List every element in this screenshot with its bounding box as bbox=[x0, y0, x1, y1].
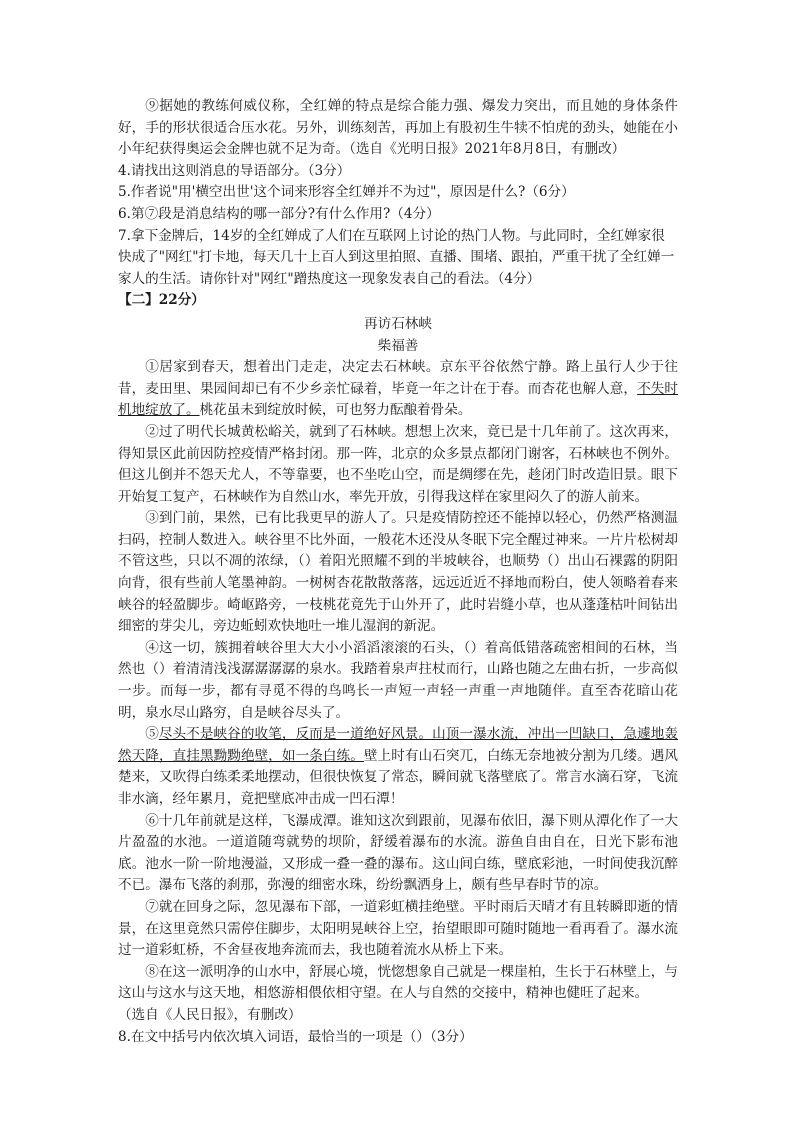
article-title: 再访石林峡 bbox=[364, 315, 432, 332]
question-6: 6.第⑦段是消息结构的哪一部分?有什么作用?（4分） bbox=[118, 205, 440, 222]
p5-number: ⑤ bbox=[145, 726, 159, 743]
p1-underlined: 不失时机地绽放了。 bbox=[118, 380, 679, 419]
section-heading: 【二】22分） bbox=[118, 292, 205, 309]
article-paragraph-1 bbox=[118, 357, 678, 422]
article-paragraph-8: ⑧在这一派明净的山水中，舒展心境，恍惚想象自己就是一棵崖柏，生长于石林壁上，与这山与这水与这天地，相悠游相偎依相守望。在人与自然的交接中，精神也健旺了起来。 bbox=[118, 963, 678, 1002]
article-paragraph-2: ②过了明代长城黄松峪关，就到了石林峡。想想上次来，竟已是十几年前了。这次再来，得知景区此前因防控疫情严格封闭。那一阵，北京的众多景点都闭门谢客，石林峡也不例外。但这儿倒并不怨天尤人，不等靠要，也不坐吃山空，而是绸缪在先，趁闭门时改造旧景。眼下开始复工复产，石林峡作为自然山水，率先开放，引得我这样在家里闷久了的游人前来。 bbox=[118, 423, 678, 505]
paragraph-9: ⑨据她的教练何威仪称，全红婵的特点是综合能力强、爆发力突出，而且她的身体条件好，手的形状很适合压水花。另外，训练刻苦，再加上有股初生牛犊不怕虎的劲头，她能在小小年纪获得奥运会金牌也就不足为奇。（选自《光明日报》2021年8月8日，有删改） bbox=[118, 98, 678, 158]
article-paragraph-6: ⑥十几年前就是这样，飞瀑成潭。谁知这次到跟前，见瀑布依旧，瀑下则从潭化作了一大片盈盈的水池。一道道随弯就势的坝阶，舒缓着瀑布的水流。游鱼自由自在，日光下影布池底。池水一阶一阶地漫溢，又形成一叠一叠的瀑布。这山间白练，壁底彩池，一时间使我沉醉不已。瀑布飞落的刹那，弥漫的细密水珠，纷纷飘洒身上，颇有些早春时节的凉。 bbox=[118, 812, 678, 894]
document-page bbox=[118, 96, 678, 1048]
p5-underlined: 尽头不是峡谷的收笔，反而是一道绝好风景。山顶一瀑水流，冲出一凹缺口，急遽地轰然天降，直挂黑黝黝绝壁，如一条白练。 bbox=[118, 726, 679, 764]
article-paragraph-7: ⑦就在回身之际，忽见瀑布下部，一道彩虹横挂绝壁。平时雨后天晴才有且转瞬即逝的情景，在这里竟然只需停住脚步，太阳明晃峡谷上空，抬望眼即可随时随地一看再看了。瀑水流过一道彩虹桥，不舍昼夜地奔流而去，我也随着流水从桥上下来。 bbox=[118, 898, 678, 959]
question-7: 7.拿下金牌后，14岁的全红婵成了人们在互联网上讨论的热门人物。与此同时，全红婵家很快成了"网红"打卡地，每天几十上百人到这里拍照、直播、围堵、跟拍，严重干扰了全红婵一家人的生活。请你针对"网红"蹭热度这一现象发表自己的看法。（4分） bbox=[118, 227, 675, 287]
article-source: （选自《人民日报》，有删改） bbox=[118, 1006, 302, 1023]
question-4: 4.请找出这则消息的导语部分。（3分） bbox=[118, 162, 351, 179]
article-paragraph-3: ③到门前，果然，已有比我更早的游人了。只是疫情防控还不能掉以轻心，仍然严格测温扫码，控制人数进入。峡谷里不比外面，一般花木还没从冬眠下完全醒过神来。一片片松树却不管这些，只以不凋的浓绿，（）着阳光照耀不到的半坡峡谷，也顺势（）出山石裸露的阴阳向背，很有些前人笔墨神韵。一树树杏花散散落落，远远近近不择地而粉白，使人领略着春来峡谷的轻盈脚步。崎岖路旁，一枝桃花竟先于山外开了，此时岩缝小草，也从蓬蓬枯叶间钻出细密的芽尖儿，旁边蚯蚓欢快地吐一堆儿湿润的新泥。 bbox=[118, 510, 678, 635]
question-8: 8.在文中括号内依次填入词语，最恰当的一项是（）（3分） bbox=[118, 1028, 473, 1045]
article-author: 柴福善 bbox=[377, 337, 419, 354]
p5-text-b: 壁上时有山石突兀，白练无奈地被分割为几缕。遇风楚来，又吹得白练柔柔地摆动，但很快恢复了常态，瞬间就飞落壁底了。常言水滴石穿，飞流非水滴，经年累月，竟把壁底冲击成一凹石潭！ bbox=[118, 747, 679, 807]
p1-text-a: ①居家到春天，想着出门走走，决定去石林峡。京东平谷依然宁静。路上虽行人少于往昔，麦田里、果园间却已有不少乡亲忙碌着，毕竟一年之计在于春。而杏花也解人意， bbox=[118, 359, 678, 397]
p1-text-b: 桃花虽未到绽放时候，可也努力酝酿着骨朵。 bbox=[199, 402, 472, 419]
question-5: 5.作者说"用'横空出世'这个词来形容全红婵并不为过"，原因是什么?（6分） bbox=[118, 184, 575, 201]
article-paragraph-5 bbox=[118, 724, 678, 810]
article-paragraph-4: ④这一切，簇拥着峡谷里大大小小滔滔滚滚的石头，（）着高低错落疏密相间的石林，当然也（）着清清浅浅潺潺潺潺的泉水。我踏着泉声拄杖而行，山路也随之左曲右折，一步高似一步。而每一步，都有寻觅不得的鸟鸣长一声短一声轻一声重一声地随伴。直至杏花暗山花明，泉水尽山路穷，自是峡谷尽头了。 bbox=[118, 639, 678, 721]
